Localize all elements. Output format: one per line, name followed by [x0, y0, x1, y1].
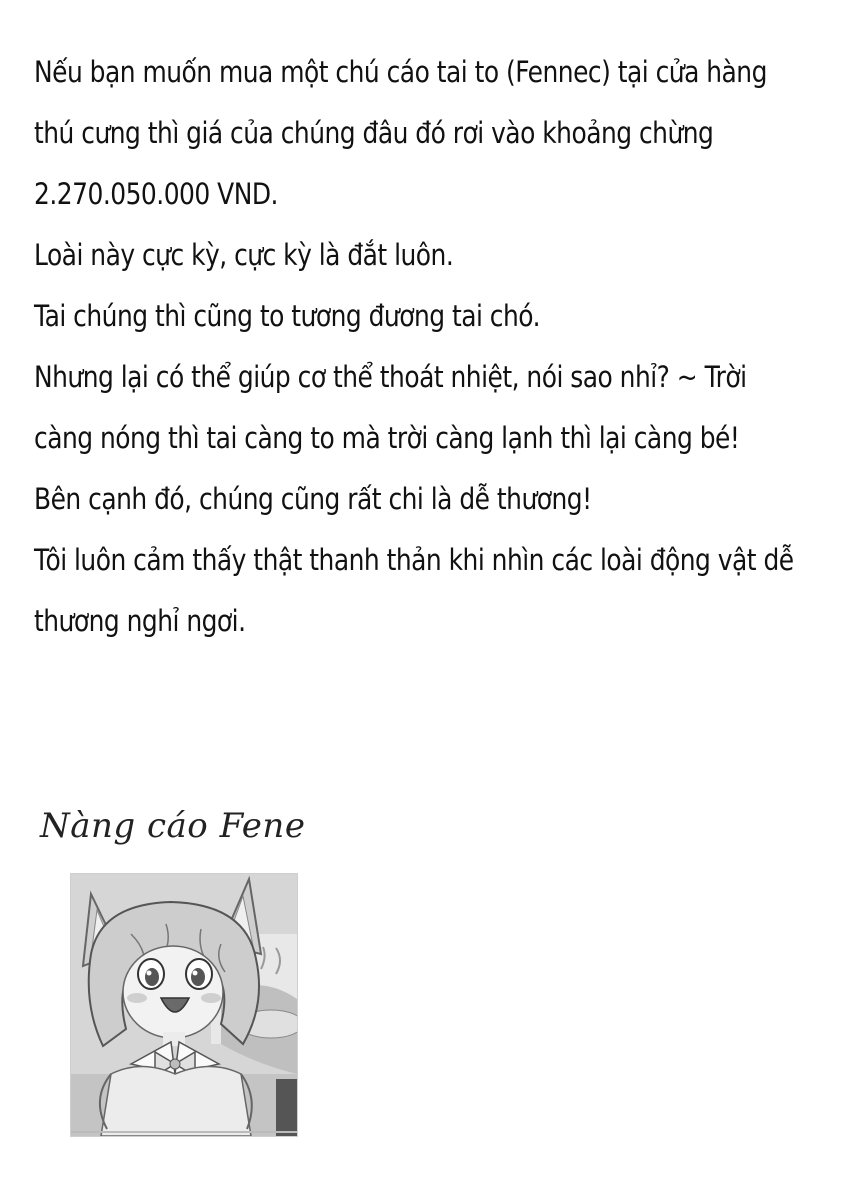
note-line: 2.270.050.000 VND.	[34, 177, 278, 211]
note-line: Tôi luôn cảm thấy thật thanh thản khi nhìn các loài động vật dễ	[34, 543, 794, 577]
fox-girl-portrait-icon	[70, 873, 298, 1137]
author-note	[34, 42, 823, 652]
note-line: Nếu bạn muốn mua một chú cáo tai to (Fennec) tại cửa hàng	[34, 55, 767, 89]
portrait-drawing	[71, 874, 297, 1136]
note-line: Nhưng lại có thể giúp cơ thể thoát nhiệt, nói sao nhỉ? ~ Trời	[34, 360, 747, 394]
note-line: thương nghỉ ngơi.	[34, 604, 246, 638]
note-line: càng nóng thì tai càng to mà trời càng lạnh thì lại càng bé!	[34, 421, 740, 455]
author-signature: Nàng cáo Fene	[40, 806, 306, 846]
note-line: Tai chúng thì cũng to tương đương tai chó.	[34, 299, 541, 333]
note-line: thú cưng thì giá của chúng đâu đó rơi vào khoảng chừng	[34, 116, 714, 150]
note-line: Loài này cực kỳ, cực kỳ là đắt luôn.	[34, 238, 454, 272]
note-line: Bên cạnh đó, chúng cũng rất chi là dễ thương!	[34, 482, 592, 516]
